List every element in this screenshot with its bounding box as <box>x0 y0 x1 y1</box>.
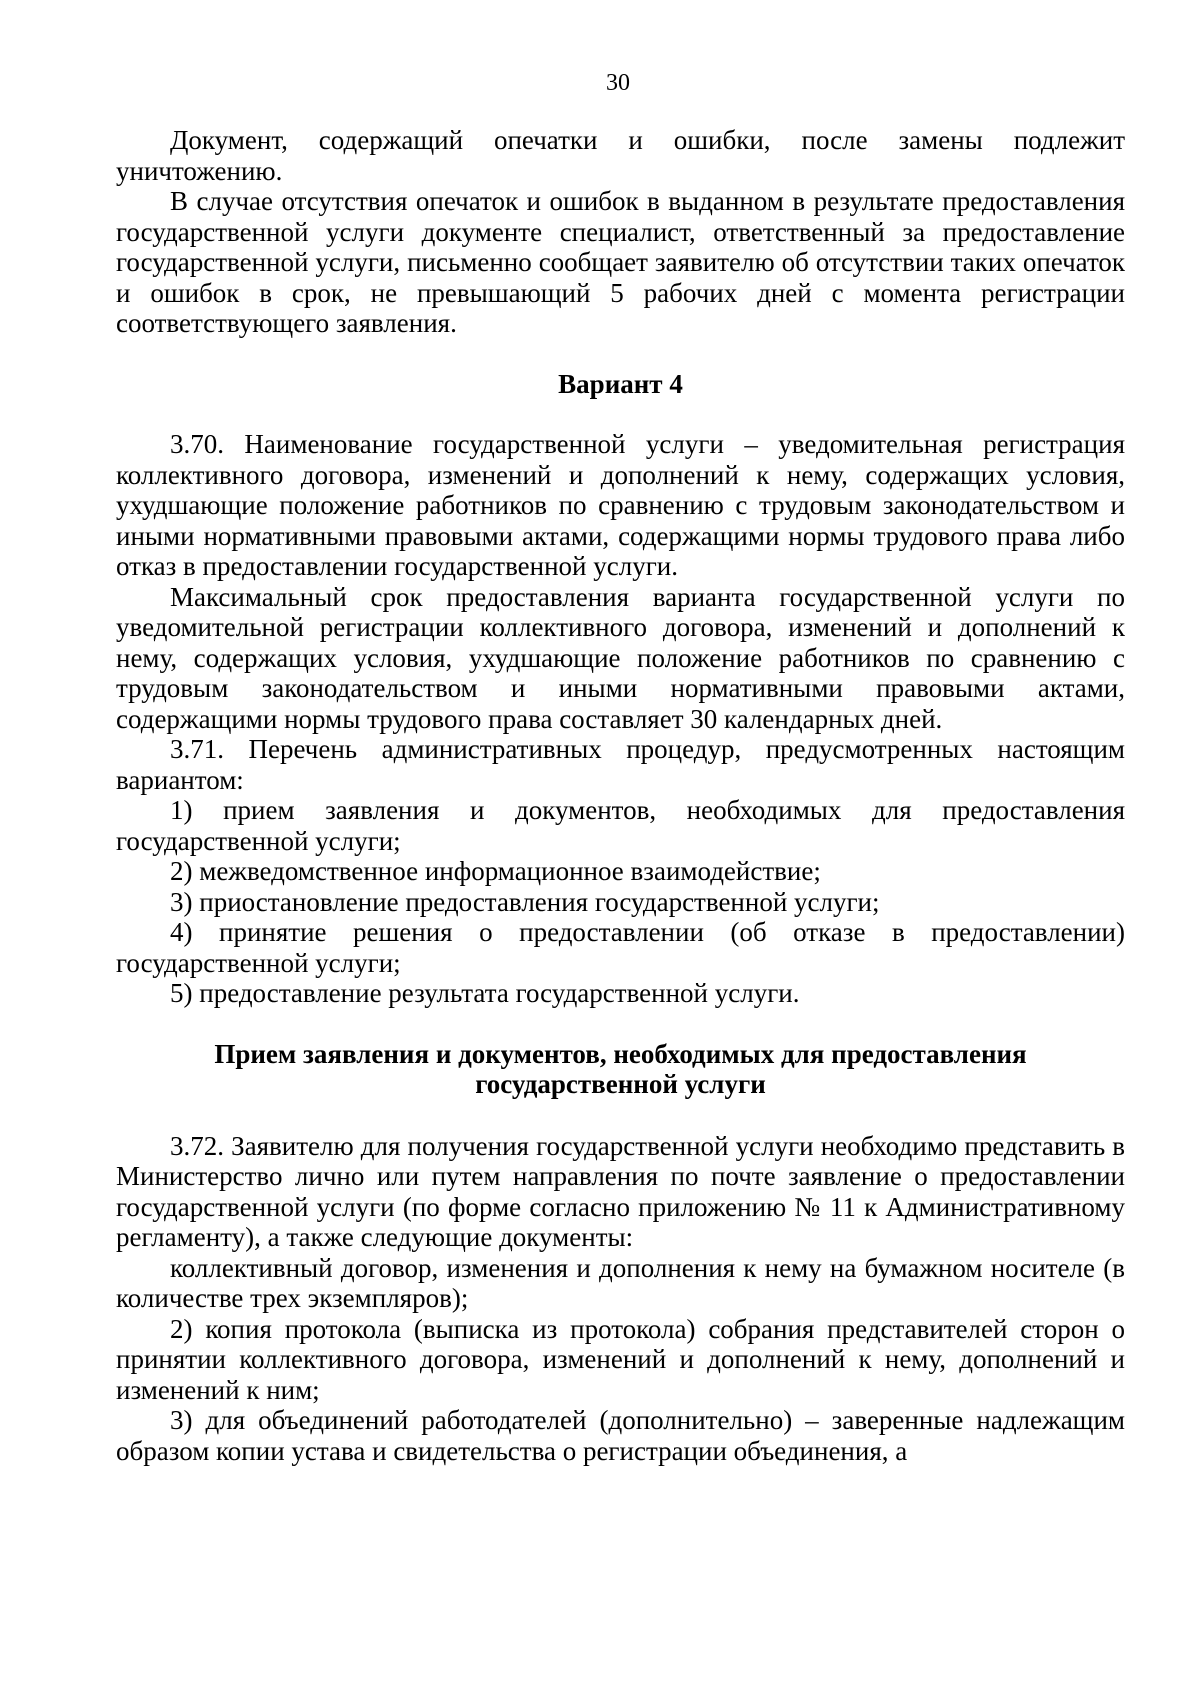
list-item: 1) прием заявления и документов, необходимых для предоставления государственной услуги; <box>116 795 1125 856</box>
paragraph: В случае отсутствия опечаток и ошибок в выданном в результате предоставления государственной услуги документе специалист, ответственный за предоставление государственной услуги, письменно сообщает заявителю об отсутствии таких опечаток и ошибок в срок, не превышающий 5 рабочих дней с момента регистрации соответствующего заявления. <box>116 186 1125 338</box>
paragraph: 3.71. Перечень административных процедур, предусмотренных настоящим вариантом: <box>116 734 1125 795</box>
variant-heading: Вариант 4 <box>558 368 683 399</box>
list-item: 2) межведомственное информационное взаимодействие; <box>170 856 821 886</box>
section-heading: Прием заявления и документов, необходимых для предоставления государственной услуги <box>214 1038 1027 1099</box>
paragraph: 3.70. Наименование государственной услуги – уведомительная регистрация коллективного договора, изменений и дополнений к нему, содержащих условия, ухудшающие положение работников по сравнению с трудовым законодательством и иными нормативными правовыми актами, содержащими нормы трудового права либо отказ в предоставлении государственной услуги. <box>116 429 1125 581</box>
paragraph: коллективный договор, изменения и дополнения к нему на бумажном носителе (в количестве трех экземпляров); <box>116 1252 1125 1313</box>
page-number: 30 <box>606 70 630 96</box>
paragraph: 3.72. Заявителю для получения государственной услуги необходимо представить в Министерство лично или путем направления по почте заявление о предоставлении государственной услуги (по форме согласно приложению № 11 к Административному регламенту), а также следующие документы: <box>116 1130 1125 1252</box>
paragraph: Документ, содержащий опечатки и ошибки, после замены подлежит уничтожению. <box>116 125 1125 186</box>
list-item: 5) предоставление результата государственной услуги. <box>170 978 800 1008</box>
list-item: 4) принятие решения о предоставлении (об отказе в предоставлении) государственной услуги; <box>116 917 1125 978</box>
paragraph: Максимальный срок предоставления варианта государственной услуги по уведомительной регистрации коллективного договора, изменений и дополнений к нему, содержащих условия, ухудшающие положение работников по сравнению с трудовым законодательством и иными нормативными правовыми актами, содержащими нормы трудового права составляет 30 календарных дней. <box>116 581 1125 734</box>
list-item: 3) приостановление предоставления государственной услуги; <box>170 886 880 917</box>
list-item: 2) копия протокола (выписка из протокола) собрания представителей сторон о принятии коллективного договора, изменений и дополнений к нему, дополнений и изменений к ним; <box>116 1313 1125 1405</box>
list-item: 3) для объединений работодателей (дополнительно) – заверенные надлежащим образом копии устава и свидетельства о регистрации объединения, а <box>116 1405 1125 1466</box>
document-body <box>116 125 1125 1466</box>
